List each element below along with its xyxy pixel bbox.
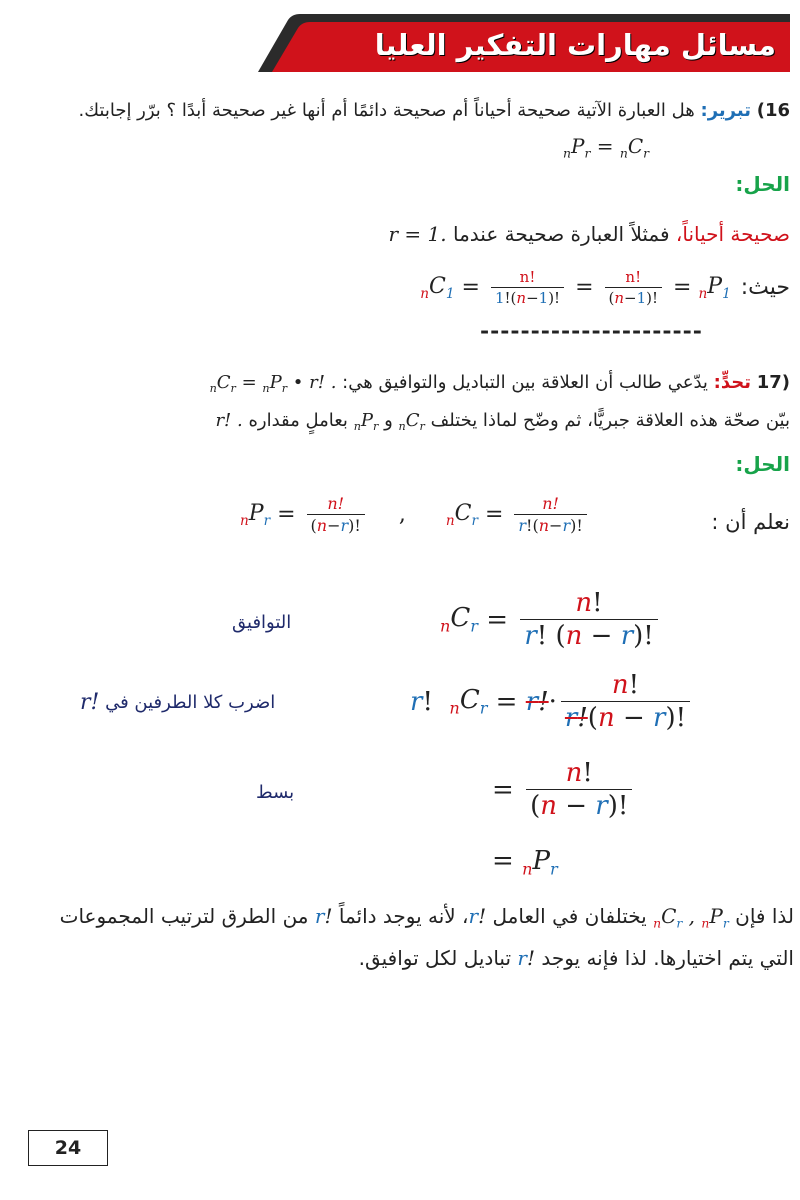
q17-ncr: $_nC_r$ — [398, 410, 425, 433]
conclusion-1a: لذا فإن — [735, 904, 794, 928]
q17-text-line2-b: و — [384, 410, 393, 431]
q17-text-line1: يدّعي طالب أن العلاقة بين التباديل والتوافيق هي: — [342, 372, 708, 393]
step3-formula: = $\frac{n!}{(n - r)!}$ — [492, 758, 636, 821]
conclusion-1c: ، لأنه يوجد دائماً — [338, 904, 469, 928]
conclusion-1b: يختلفان في العامل — [492, 904, 647, 928]
step-combinations-label: التوافيق — [232, 612, 292, 633]
q16-answer-red: صحيحة أحياناً، — [675, 222, 790, 246]
header-banner — [258, 14, 790, 72]
page-number: 24 — [54, 1137, 82, 1159]
q17-solution-label: الحل: — [735, 452, 790, 476]
step-multiply-label: اضرب كلا الطرفين في — [105, 692, 276, 713]
q17-line1 — [210, 372, 790, 395]
q17-number: 17) — [756, 372, 790, 393]
q17-text-line2-c: بعاملٍ مقداره — [248, 410, 348, 431]
q16-label: تبرير: — [700, 100, 751, 121]
page-number-box — [28, 1130, 108, 1166]
header-title: مسائل مهارات التفكير العليا — [374, 28, 776, 62]
conclusion-2b: تباديل لكل توافيق. — [358, 946, 512, 970]
step4-formula: = $_nP_r$ — [492, 846, 558, 879]
q17-label: تحدٍّ: — [713, 372, 751, 393]
step2-formula: r ! $_nC_r$ = r! · $\frac{n!}{r!(n - r)!}$ — [410, 670, 694, 733]
conclusion-line2: التي يتم اختيارها. لذا فإنه يوجد r! تباديل لكل توافيق. — [358, 946, 794, 970]
q16-line — [79, 100, 790, 121]
q17-claim-formula: $_nC_r = _nP_r$ • r! . — [209, 372, 337, 395]
step-simplify-label: بسط — [256, 782, 295, 803]
conclusion-2a: التي يتم اختيارها. لذا فإنه يوجد — [541, 946, 794, 970]
step1-formula: $_nC_r$ = $\frac{n!}{r! (n - r)!}$ — [440, 588, 662, 651]
q17-factor: r! . — [215, 410, 243, 431]
step-multiply: r! اضرب كلا الطرفين في — [80, 690, 276, 715]
q17-npr: $_nP_r$ — [353, 410, 379, 433]
q16-answer-rest: فمثلاً العبارة صحيحة عندما — [452, 222, 670, 246]
q16-where-row — [420, 268, 790, 307]
q17-definitions: $_nP_r$ = $\frac{n!}{(n-r)!}$ , $_nC_r$ = $\frac{n!}{r!(n-r)!}$ — [240, 494, 591, 535]
conclusion-line1: لذا فإن $_nC_r$ , $_nP_r$ يختلفان في العامل r!، لأنه يوجد دائماً r! من الطرق لترتيب المجموعات — [59, 904, 794, 931]
q16-where-label: حيث: — [740, 275, 790, 300]
q16-solution-label: الحل: — [735, 172, 790, 196]
q16-number: 16) — [756, 100, 790, 121]
q16-formula: $_nP_r = _nC_r$ — [563, 134, 650, 161]
q17-we-know-label: نعلم أن : — [711, 510, 790, 534]
q16-text: هل العبارة الآتية صحيحة أحياناً أم صحيحة دائمًا أم أنها غير صحيحة أبدًا ؟ برّر إجابتك. — [78, 100, 695, 121]
divider: ---------------------- — [480, 318, 703, 344]
q17-text-line2-a: بيّن صحّة هذه العلاقة جبريًّا، ثم وضّح لماذا يختلف — [430, 410, 790, 431]
conclusion-1d: من الطرق لترتيب المجموعات — [59, 904, 309, 928]
q16-answer — [389, 222, 791, 246]
q16-where-formula: $_nC_1$ = $\frac{n!}{1!(n-1)!}$ = $\frac{n!}{(n-1)!}$ = $_nP_1$ — [420, 268, 731, 307]
q16-condition: r = 1. — [388, 222, 447, 246]
q17-line2 — [215, 410, 790, 433]
